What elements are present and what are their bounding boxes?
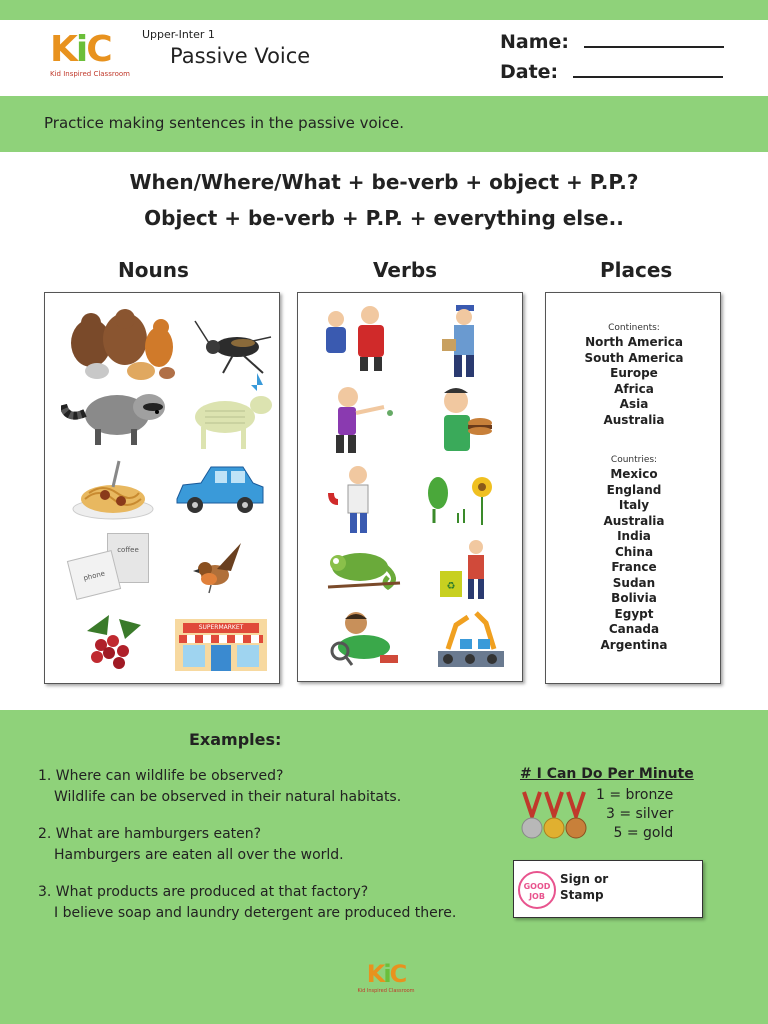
- man-eating-burger-picture: [432, 385, 496, 457]
- logo-subtitle: Kid Inspired Classroom: [50, 70, 130, 78]
- worksheet-header: [0, 20, 768, 96]
- countries-list: [546, 455, 722, 653]
- good-job-stamp-icon: GOOD JOB: [518, 871, 556, 909]
- phone-package: phone: [67, 550, 121, 600]
- supermarket-sign: SUPERMARKET: [183, 623, 259, 633]
- coffee-beans-picture: [79, 611, 145, 673]
- name-field[interactable]: [500, 30, 724, 53]
- list-item: Africa: [614, 381, 654, 396]
- answer-formula: Object + be-verb + P.P. + everything else..: [144, 206, 624, 230]
- verbs-panel: [297, 292, 523, 682]
- people-talking-picture: [320, 305, 392, 373]
- spaghetti-picture: [69, 457, 157, 523]
- nouns-panel: [44, 292, 280, 684]
- chameleon-picture: [326, 543, 402, 599]
- legend-gold: 5 = gold: [613, 825, 674, 841]
- example-3: [38, 882, 456, 924]
- example-question: 1. Where can wildlife be observed?: [38, 768, 284, 784]
- supermarket-picture: [175, 619, 267, 671]
- list-item: France: [611, 560, 657, 574]
- medal-legend: [596, 786, 673, 843]
- sign-label: Sign or Stamp: [560, 872, 609, 902]
- can-do-title: # I Can Do Per Minute: [520, 766, 694, 782]
- list-item: Europe: [610, 366, 658, 380]
- plant-growing-picture: [424, 473, 500, 531]
- name-blank-line[interactable]: [584, 30, 724, 48]
- svg-text:♻: ♻: [446, 581, 456, 592]
- example-question: 3. What products are produced at that factory?: [38, 884, 369, 900]
- countries-label: Countries:: [610, 455, 658, 465]
- example-1: [38, 766, 401, 808]
- list-item: North America: [585, 335, 683, 349]
- coffee-package: coffee: [107, 533, 149, 583]
- mailman-picture: [434, 303, 494, 381]
- list-item: China: [614, 544, 654, 559]
- nouns-heading: Nouns: [118, 258, 189, 282]
- legend-bronze: 1 = bronze: [596, 787, 674, 803]
- child-magnifying-glass-picture: [320, 609, 404, 671]
- wildlife-animals-picture: [67, 309, 177, 381]
- logo-letter-k: K: [50, 29, 76, 70]
- list-item: South America: [584, 350, 684, 365]
- sign-stamp-box[interactable]: [513, 860, 703, 918]
- instruction-text: Practice making sentences in the passive voice.: [44, 114, 405, 132]
- list-item: Australia: [603, 513, 665, 528]
- example-2: [38, 824, 344, 866]
- list-item: England: [606, 482, 662, 497]
- scientist-magnet-picture: [324, 465, 382, 535]
- top-green-strip: [0, 0, 768, 20]
- example-question: 2. What are hamburgers eaten?: [38, 826, 262, 842]
- medals-icon: [520, 790, 592, 846]
- name-label: Name:: [500, 31, 570, 53]
- example-answer: Hamburgers are eaten all over the world.: [54, 847, 344, 863]
- logo-letter-i: i: [75, 29, 87, 70]
- examples-heading: Examples:: [189, 730, 282, 749]
- date-blank-line[interactable]: [573, 60, 723, 78]
- worksheet-title: Passive Voice: [170, 44, 311, 68]
- recycling-picture: [436, 537, 496, 601]
- list-item: Australia: [603, 412, 665, 427]
- list-item: India: [617, 529, 651, 543]
- example-answer: Wildlife can be observed in their natural habitats.: [54, 789, 402, 805]
- date-label: Date:: [500, 61, 559, 83]
- list-item: Bolivia: [611, 591, 657, 605]
- verbs-heading: Verbs: [373, 258, 438, 282]
- level-label: Upper-Inter 1: [142, 28, 215, 41]
- places-panel: [545, 292, 721, 684]
- coffee-phone-packages-picture: [71, 533, 153, 599]
- factory-robots-picture: [434, 603, 508, 673]
- bird-picture: [191, 541, 247, 595]
- example-answer: I believe soap and laundry detergent are produced there.: [54, 905, 457, 921]
- examples-band: [0, 710, 768, 1024]
- list-item: Egypt: [614, 606, 654, 621]
- car-picture: [173, 461, 267, 519]
- list-item: Sudan: [612, 575, 656, 590]
- instruction-band: [0, 96, 768, 152]
- man-surprised-picture: [318, 383, 398, 455]
- kic-logo: [50, 30, 130, 90]
- list-item: Asia: [619, 397, 649, 411]
- footer-logo: KiC Kid Inspired Classroom: [357, 960, 415, 994]
- date-field[interactable]: [500, 60, 723, 83]
- places-heading: Places: [600, 258, 673, 282]
- question-formula: When/Where/What + be-verb + object + P.P.?: [129, 170, 639, 194]
- cricket-insect-picture: [193, 317, 273, 377]
- logo-letter-c: C: [86, 29, 111, 70]
- continents-list: [546, 323, 722, 428]
- raccoon-picture: [61, 385, 167, 447]
- list-item: Canada: [608, 622, 660, 636]
- dog-skeleton-picture: [181, 371, 275, 453]
- list-item: Italy: [618, 498, 650, 512]
- list-item: Mexico: [610, 467, 658, 481]
- legend-silver: 3 = silver: [606, 806, 674, 822]
- list-item: Argentina: [600, 637, 668, 652]
- continents-label: Continents:: [608, 323, 660, 333]
